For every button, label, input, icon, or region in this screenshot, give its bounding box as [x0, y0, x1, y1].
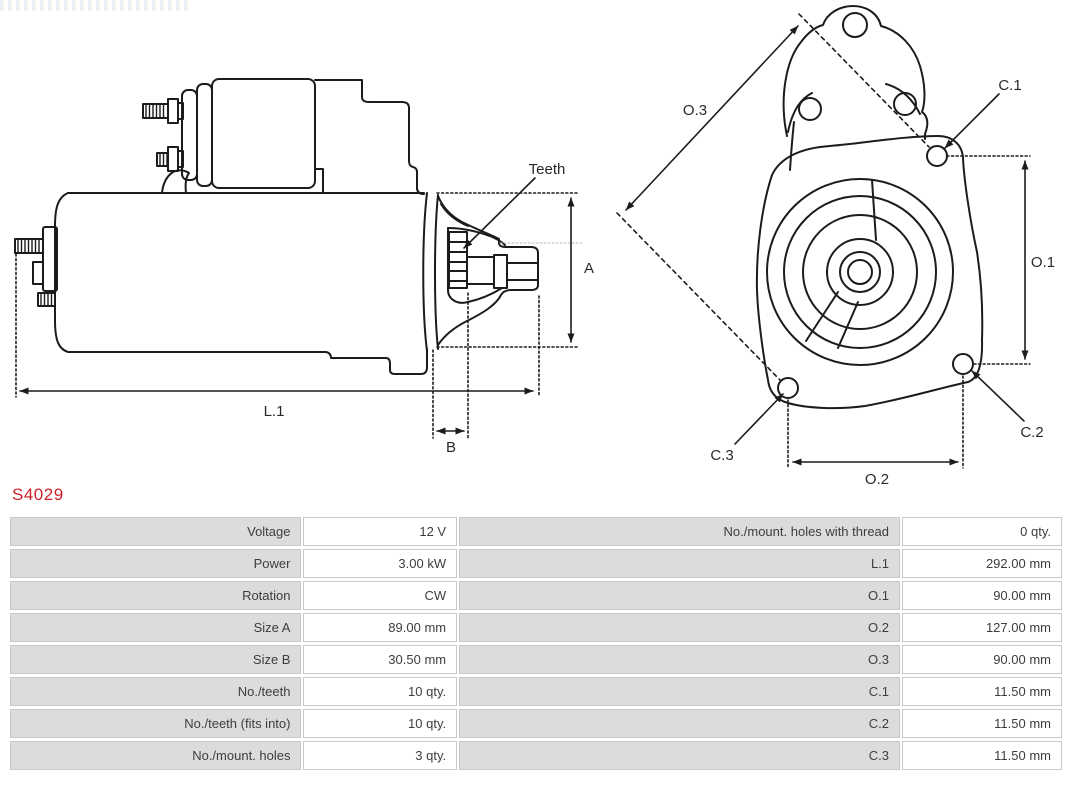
spec-value-cell: 11.50 mm: [902, 677, 1062, 706]
spec-value-cell: 10 qty.: [303, 677, 457, 706]
spec-value-cell: 3.00 kW: [303, 549, 457, 578]
spec-value-cell: 90.00 mm: [902, 645, 1062, 674]
hole-label-c3: C.3: [710, 447, 734, 464]
spec-row: [10, 613, 1062, 642]
thread-hatching-2: [41, 293, 52, 306]
solenoid: [162, 79, 315, 193]
dim-label-l1: L.1: [263, 403, 285, 420]
spec-label-cell: No./teeth: [10, 677, 301, 706]
dim-label-b: B: [445, 439, 457, 456]
spec-value-cell: 0 qty.: [902, 517, 1062, 546]
dim-label-o3: O.3: [682, 102, 708, 119]
spec-row: [10, 549, 1062, 578]
rear-bracket: [315, 80, 424, 194]
spec-row: [10, 741, 1062, 770]
spec-value-cell: 89.00 mm: [303, 613, 457, 642]
thread-hatching: [18, 239, 39, 253]
part-number: S4029: [12, 485, 64, 504]
hole-label-c2: C.2: [1020, 424, 1044, 441]
spec-label-cell: L.1: [459, 549, 900, 578]
dim-label-o2: O.2: [864, 471, 890, 488]
cap-left-hole: [799, 98, 821, 120]
teeth-label: Teeth: [528, 161, 566, 178]
face-circles: [767, 179, 953, 365]
spec-value-cell: 10 qty.: [303, 709, 457, 738]
mounting-flange: [757, 136, 982, 408]
spec-row: [10, 517, 1062, 546]
side-dimensions: [16, 178, 578, 438]
shaft: [467, 255, 538, 288]
front-view-drawing: [617, 6, 1055, 488]
spec-row: [10, 709, 1062, 738]
side-view-drawing: [15, 79, 594, 456]
spec-value-cell: 127.00 mm: [902, 613, 1062, 642]
spec-label-cell: O.3: [459, 645, 900, 674]
dim-label-o1: O.1: [1030, 254, 1056, 271]
spec-label-cell: O.1: [459, 581, 900, 610]
solenoid-cap: [784, 6, 928, 170]
mounting-hole-c1: [927, 146, 947, 166]
spec-label-cell: C.3: [459, 741, 900, 770]
spec-value-cell: 90.00 mm: [902, 581, 1062, 610]
hole-label-c1: C.1: [998, 77, 1022, 94]
spec-label-cell: No./mount. holes with thread: [459, 517, 900, 546]
spec-label-cell: C.1: [459, 677, 900, 706]
spec-label-cell: Power: [10, 549, 301, 578]
solenoid-terminals: [143, 99, 183, 171]
spec-label-cell: Size B: [10, 645, 301, 674]
dim-label-a: A: [583, 260, 595, 277]
spec-label-cell: C.2: [459, 709, 900, 738]
spec-label-cell: Voltage: [10, 517, 301, 546]
spec-row: [10, 581, 1062, 610]
spec-value-cell: 11.50 mm: [902, 741, 1062, 770]
spec-value-cell: 11.50 mm: [902, 709, 1062, 738]
spec-value-cell: 3 qty.: [303, 741, 457, 770]
spec-label-cell: O.2: [459, 613, 900, 642]
drive-end-ring: [423, 193, 438, 351]
mounting-hole-c2: [953, 354, 973, 374]
spec-value-cell: 12 V: [303, 517, 457, 546]
spec-label-cell: Rotation: [10, 581, 301, 610]
spec-row: [10, 677, 1062, 706]
cap-right-hole: [894, 93, 916, 115]
spec-label-cell: No./teeth (fits into): [10, 709, 301, 738]
spec-value-cell: CW: [303, 581, 457, 610]
pinion: [449, 232, 467, 288]
front-dimensions: [617, 14, 1030, 468]
spec-label-cell: Size A: [10, 613, 301, 642]
spec-value-cell: 292.00 mm: [902, 549, 1062, 578]
spec-label-cell: No./mount. holes: [10, 741, 301, 770]
motor-body: [55, 193, 427, 374]
spec-value-cell: 30.50 mm: [303, 645, 457, 674]
spec-table: [8, 514, 1064, 773]
cap-top-hole: [843, 13, 867, 37]
left-stud: [15, 227, 57, 306]
spec-row: [10, 645, 1062, 674]
